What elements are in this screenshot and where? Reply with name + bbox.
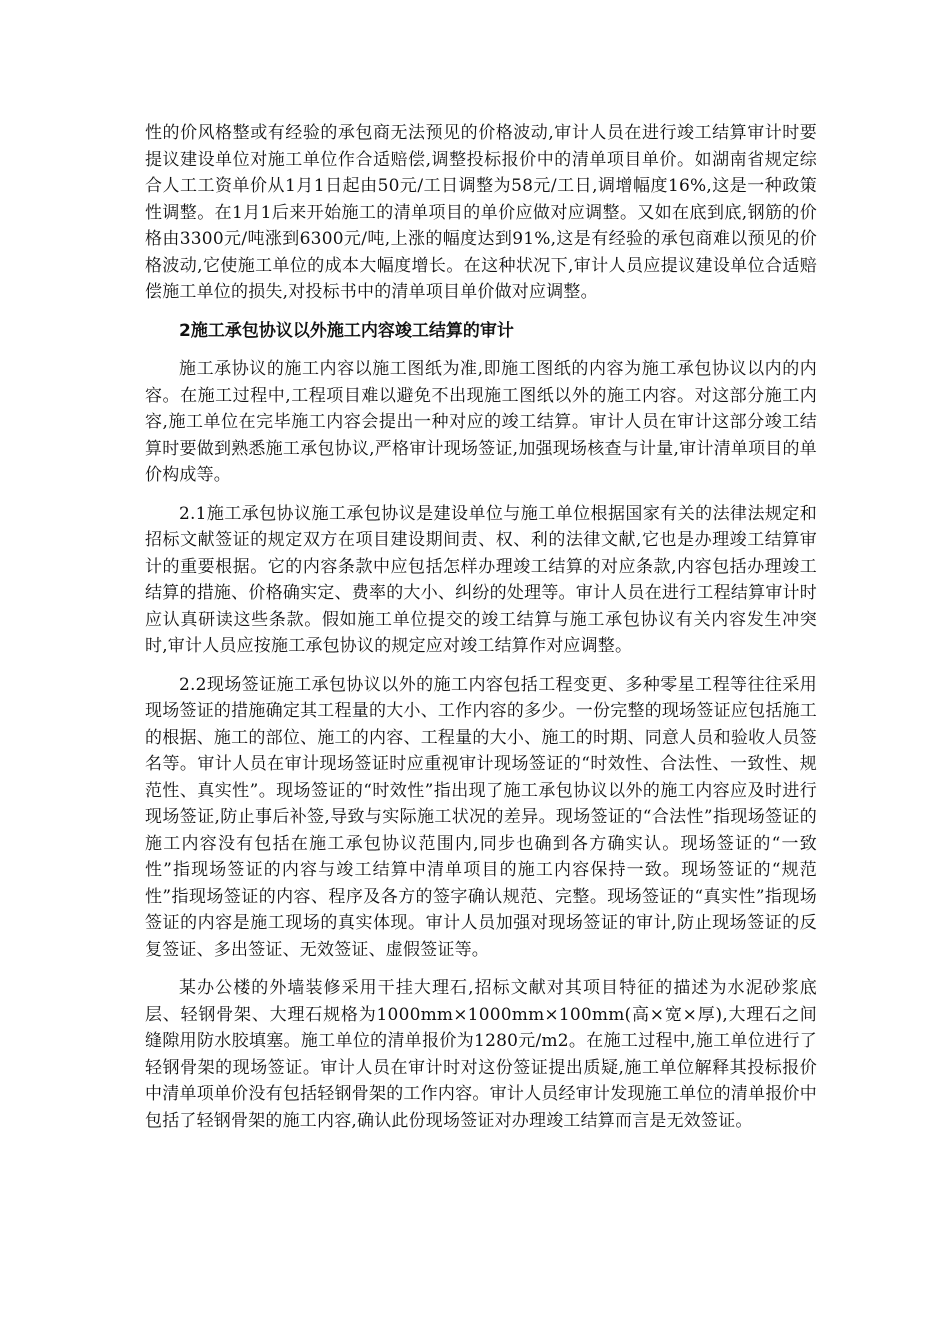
- section-heading: 2施工承包协议以外施工内容竣工结算的审计: [179, 320, 514, 341]
- paragraph-construction-content: 施工承协议的施工内容以施工图纸为准,即施工图纸的内容为施工承包协议以内的内容。在施工过程中,工程项目难以避免不出现施工图纸以外的施工内容。对这部分施工内容,施工单位在完毕施工内容会提出一种对应的竣工结算。审计人员在审计这部分竣工结算时要做到熟悉施工承包协议,严格审计现场签证,加强现场核查与计量,审计清单项目的单价构成等。: [145, 359, 817, 485]
- paragraph-contract: 2.1施工承包协议施工承包协议是建设单位与施工单位根据国家有关的法律法规定和招标文献签证的规定双方在项目建设期间责、权、利的法律文献,它也是办理竣工结算审计的重要根据。它的内容条款中应包括怎样办理竣工结算的对应条款,内容包括办理竣工结算的措施、价格确实定、费率的大小、纠纷的处理等。审计人员在进行工程结算审计时应认真研读这些条款。假如施工单位提交的竣工结算与施工承包协议有关内容发生冲突时,审计人员应按施工承包协议的规定应对竣工结算作对应调整。: [145, 503, 817, 656]
- paragraph-case-example: 某办公楼的外墙装修采用干挂大理石,招标文献对其项目特征的描述为水泥砂浆底层、轻钢骨架、大理石规格为1000mm×1000mm×100mm(高×宽×厚),大理石之间缝隙用防水胶填塞。施工单位的清单报价为1280元/m2。在施工过程中,施工单位进行了轻钢骨架的现场签证。审计人员在审计时对这份签证提出质疑,施工单位解释其投标报价中清单项单价没有包括轻钢骨架的工作内容。审计人员经审计发现施工单位的清单报价中包括了轻钢骨架的施工内容,确认此份现场签证对办理竣工结算而言是无效签证。: [145, 978, 817, 1131]
- paragraph-site-visa: 2.2现场签证施工承包协议以外的施工内容包括工程变更、多种零星工程等往往采用现场签证的措施确定其工程量的大小、工作内容的多少。一份完整的现场签证应包括施工的根据、施工的部位、施工的内容、工程量的大小、施工的时期、同意人员和验收人员签名等。审计人员在审计现场签证时应重视审计现场签证的“时效性、合法性、一致性、规范性、真实性”。现场签证的“时效性”指出现了施工承包协议以外的施工内容应及时进行现场签证,防止事后补签,导致与实际施工状况的差异。现场签证的“合法性”指现场签证的施工内容没有包括在施工承包协议范围内,同步也确到各方确实认。现场签证的“一致性”指现场签证的内容与竣工结算中清单项目的施工内容保持一致。现场签证的“规范性”指现场签证的内容、程序及各方的签字确认规范、完整。现场签证的“真实性”指现场签证的内容是施工现场的真实体现。审计人员加强对现场签证的审计,防止现场签证的反复签证、多出签证、无效签证、虚假签证等。: [145, 674, 817, 960]
- paragraph-price-adjustment: 性的价风格整或有经验的承包商无法预见的价格波动,审计人员在进行竣工结算审计时要提议建设单位对施工单位作合适赔偿,调整投标报价中的清单项目单价。如湖南省规定综合人工工资单价从1月1日起由50元/工日调整为58元/工日,调增幅度16%,这是一种政策性调整。在1月1后来开始施工的清单项目的单价应做对应调整。又如在底到底,钢筋的价格由3300元/吨涨到6300元/吨,上涨的幅度达到91%,这是有经验的承包商难以预见的价格波动,它使施工单位的成本大幅度增长。在这种状况下,审计人员应提议建设单位合适赔偿施工单位的损失,对投标书中的清单项目单价做对应调整。: [145, 123, 817, 302]
- document-page: [145, 120, 817, 1146]
